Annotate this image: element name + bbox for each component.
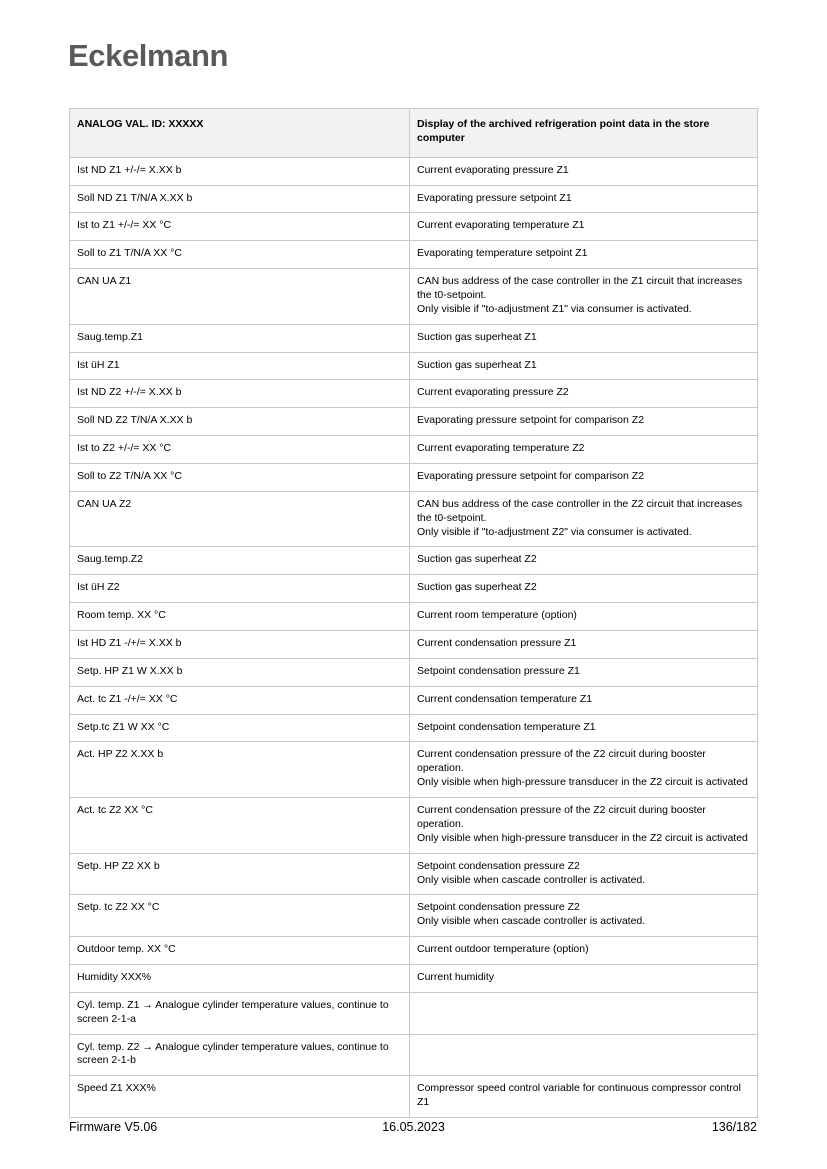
cell-line: Setp. tc Z2 XX °C (77, 901, 160, 914)
cell-line: Current evaporating pressure Z1 (417, 163, 569, 176)
cell-line: Setpoint condensation pressure Z1 (417, 664, 580, 677)
cell-line: Compressor speed control variable for continuous compressor control Z1 (417, 1082, 741, 1109)
cell-line: Suction gas superheat Z1 (417, 358, 537, 371)
cell-line: Current condensation temperature Z1 (417, 692, 593, 705)
table-row (70, 798, 758, 854)
table-cell-parameter (70, 1076, 410, 1118)
table-cell-parameter (70, 436, 410, 464)
table-cell-description (410, 491, 758, 547)
cell-line: Ist to Z1 +/-/= XX °C (77, 219, 172, 232)
table-cell-parameter (70, 631, 410, 659)
table-row (70, 241, 758, 269)
cell-line: Suction gas superheat Z2 (417, 553, 537, 566)
table-header-row (70, 109, 758, 158)
cell-line: Current condensation pressure Z1 (417, 637, 577, 650)
table-cell-parameter (70, 157, 410, 185)
table-row (70, 408, 758, 436)
table-cell-description (410, 269, 758, 325)
cell-line: Evaporating pressure setpoint Z1 (417, 191, 572, 204)
cell-line: Ist üH Z1 (77, 358, 120, 371)
cell-line: Only visible when high-pressure transducer in the Z2 circuit is activated (417, 776, 748, 789)
table-cell-description (410, 853, 758, 895)
table-cell-description (410, 964, 758, 992)
cell-line: Only visible when cascade controller is activated. (417, 915, 646, 928)
cell-line: CAN UA Z2 (77, 497, 132, 510)
cell-line: Only visible if "to-adjustment Z2" via consumer is activated. (417, 525, 692, 538)
cell-line: CAN bus address of the case controller in the Z2 circuit that increases the t0-setpoint. (417, 497, 743, 524)
cell-line: Soll ND Z1 T/N/A X.XX b (77, 191, 193, 204)
cell-line: Act. tc Z2 XX °C (77, 804, 153, 817)
cell-line: Current evaporating pressure Z2 (417, 386, 569, 399)
table-cell-parameter (70, 658, 410, 686)
cell-line: Cyl. temp. Z2 → Analogue cylinder temperature values, continue to screen 2-1-b (77, 1040, 389, 1067)
table-cell-description (410, 798, 758, 854)
table-row (70, 603, 758, 631)
table-cell-parameter (70, 798, 410, 854)
table-cell-parameter (70, 491, 410, 547)
cell-line: Setp. HP Z1 W X.XX b (77, 664, 183, 677)
cell-line: Setpoint condensation pressure Z2 (417, 859, 580, 872)
cell-line: Setpoint condensation temperature Z1 (417, 720, 596, 733)
table-cell-parameter (70, 213, 410, 241)
table-cell-parameter (70, 714, 410, 742)
table-cell-parameter (70, 853, 410, 895)
table-row (70, 631, 758, 659)
table-cell-description (410, 241, 758, 269)
table-cell-parameter (70, 464, 410, 492)
table-row (70, 185, 758, 213)
cell-line: Setpoint condensation pressure Z2 (417, 901, 580, 914)
table-cell-parameter (70, 895, 410, 937)
cell-line: Current condensation pressure of the Z2 circuit during booster operation. (417, 804, 706, 830)
table-row (70, 895, 758, 937)
table-cell-description (410, 603, 758, 631)
cell-line: Ist HD Z1 -/+/= X.XX b (77, 637, 182, 650)
table-cell-description (410, 992, 758, 1034)
cell-line: Soll to Z2 T/N/A XX °C (77, 470, 182, 483)
table-cell-description (410, 324, 758, 352)
cell-line: Outdoor temp. XX °C (77, 943, 176, 956)
cell-line: Suction gas superheat Z2 (417, 581, 537, 594)
table-cell-description (410, 937, 758, 965)
table-cell-parameter (70, 937, 410, 965)
table-cell-parameter (70, 324, 410, 352)
table-cell-description (410, 686, 758, 714)
cell-line: Current room temperature (option) (417, 609, 577, 622)
brand-logo: Eckelmann (68, 38, 229, 73)
cell-line: Ist üH Z2 (77, 581, 120, 594)
analog-values-table (69, 108, 758, 1118)
footer-firmware: Firmware V5.06 (69, 1120, 158, 1134)
table-row (70, 157, 758, 185)
cell-line: Current humidity (417, 970, 495, 983)
table-row (70, 1076, 758, 1118)
cell-line: Evaporating pressure setpoint for comparison Z2 (417, 414, 645, 427)
table-cell-description (410, 658, 758, 686)
table-row (70, 380, 758, 408)
table-cell-parameter (70, 408, 410, 436)
table-body (70, 109, 758, 1118)
cell-line: Suction gas superheat Z1 (417, 330, 537, 343)
cell-line: Only visible when cascade controller is activated. (417, 873, 646, 886)
cell-line: Soll ND Z2 T/N/A X.XX b (77, 414, 193, 427)
cell-line: Only visible if "to-adjustment Z1" via consumer is activated. (417, 302, 692, 315)
table-row (70, 575, 758, 603)
cell-line: Only visible when high-pressure transducer in the Z2 circuit is activated (417, 831, 748, 844)
cell-line: Saug.temp.Z1 (77, 330, 143, 343)
table-cell-parameter (70, 241, 410, 269)
table-row (70, 464, 758, 492)
table-row (70, 491, 758, 547)
table-row (70, 686, 758, 714)
table-cell-parameter (70, 380, 410, 408)
table-cell-description (410, 742, 758, 798)
table-cell-description (410, 436, 758, 464)
table-cell-description (410, 352, 758, 380)
cell-line: Setp. HP Z2 XX b (77, 859, 160, 872)
cell-line: Current evaporating temperature Z1 (417, 219, 585, 232)
table-cell-description (410, 714, 758, 742)
cell-line: Saug.temp.Z2 (77, 553, 143, 566)
table-cell-parameter (70, 575, 410, 603)
footer-date: 16.05.2023 (382, 1120, 445, 1134)
cell-line: CAN bus address of the case controller in the Z1 circuit that increases the t0-setpoint. (417, 275, 743, 302)
table-cell-parameter (70, 1034, 410, 1076)
table-cell-description (410, 575, 758, 603)
table-cell-description (410, 631, 758, 659)
cell-line: Current evaporating temperature Z2 (417, 442, 585, 455)
table-row (70, 547, 758, 575)
table-row (70, 352, 758, 380)
table-cell-description (410, 380, 758, 408)
cell-line: Evaporating pressure setpoint for comparison Z2 (417, 470, 645, 483)
table-header-cell-left: ANALOG VAL. ID: XXXXX (70, 109, 410, 158)
footer-page-number: 136/182 (711, 1120, 757, 1134)
cell-line: CAN UA Z1 (77, 275, 132, 288)
cell-line: Act. HP Z2 X.XX b (77, 748, 164, 761)
table-row (70, 964, 758, 992)
table-row (70, 436, 758, 464)
table-cell-description (410, 408, 758, 436)
table-row (70, 742, 758, 798)
cell-line: Ist to Z2 +/-/= XX °C (77, 442, 172, 455)
cell-line: Current outdoor temperature (option) (417, 943, 589, 956)
table-cell-parameter (70, 185, 410, 213)
table-row (70, 658, 758, 686)
cell-line: Humidity XXX% (77, 970, 152, 983)
table-row (70, 992, 758, 1034)
analog-values-table-wrapper (69, 108, 757, 1118)
table-cell-parameter (70, 742, 410, 798)
table-row (70, 213, 758, 241)
table-cell-description (410, 1034, 758, 1076)
cell-line: Setp.tc Z1 W XX °C (77, 720, 170, 733)
cell-line: Ist ND Z1 +/-/= X.XX b (77, 163, 182, 176)
cell-line: Act. tc Z1 -/+/= XX °C (77, 692, 178, 705)
table-cell-description (410, 157, 758, 185)
table-cell-parameter (70, 269, 410, 325)
table-cell-description (410, 547, 758, 575)
table-cell-parameter (70, 603, 410, 631)
table-cell-parameter (70, 964, 410, 992)
table-cell-description (410, 895, 758, 937)
table-cell-parameter (70, 352, 410, 380)
table-row (70, 1034, 758, 1076)
table-cell-description (410, 1076, 758, 1118)
cell-line: Current condensation pressure of the Z2 circuit during booster operation. (417, 748, 706, 775)
cell-line: Room temp. XX °C (77, 609, 166, 622)
table-cell-parameter (70, 992, 410, 1034)
table-row (70, 324, 758, 352)
table-header-cell-right: Display of the archived refrigeration point data in the store computer (410, 109, 758, 158)
cell-line: Evaporating temperature setpoint Z1 (417, 247, 588, 260)
cell-line: Ist ND Z2 +/-/= X.XX b (77, 386, 182, 399)
cell-line: Speed Z1 XXX% (77, 1082, 156, 1095)
cell-line: Cyl. temp. Z1 → Analogue cylinder temperature values, continue to screen 2-1-a (77, 998, 389, 1025)
table-cell-parameter (70, 686, 410, 714)
table-row (70, 853, 758, 895)
table-cell-description (410, 185, 758, 213)
table-row (70, 269, 758, 325)
page-footer (0, 1120, 827, 1144)
table-cell-description (410, 464, 758, 492)
cell-line: Soll to Z1 T/N/A XX °C (77, 247, 182, 260)
table-row (70, 937, 758, 965)
table-cell-parameter (70, 547, 410, 575)
table-cell-description (410, 213, 758, 241)
table-row (70, 714, 758, 742)
